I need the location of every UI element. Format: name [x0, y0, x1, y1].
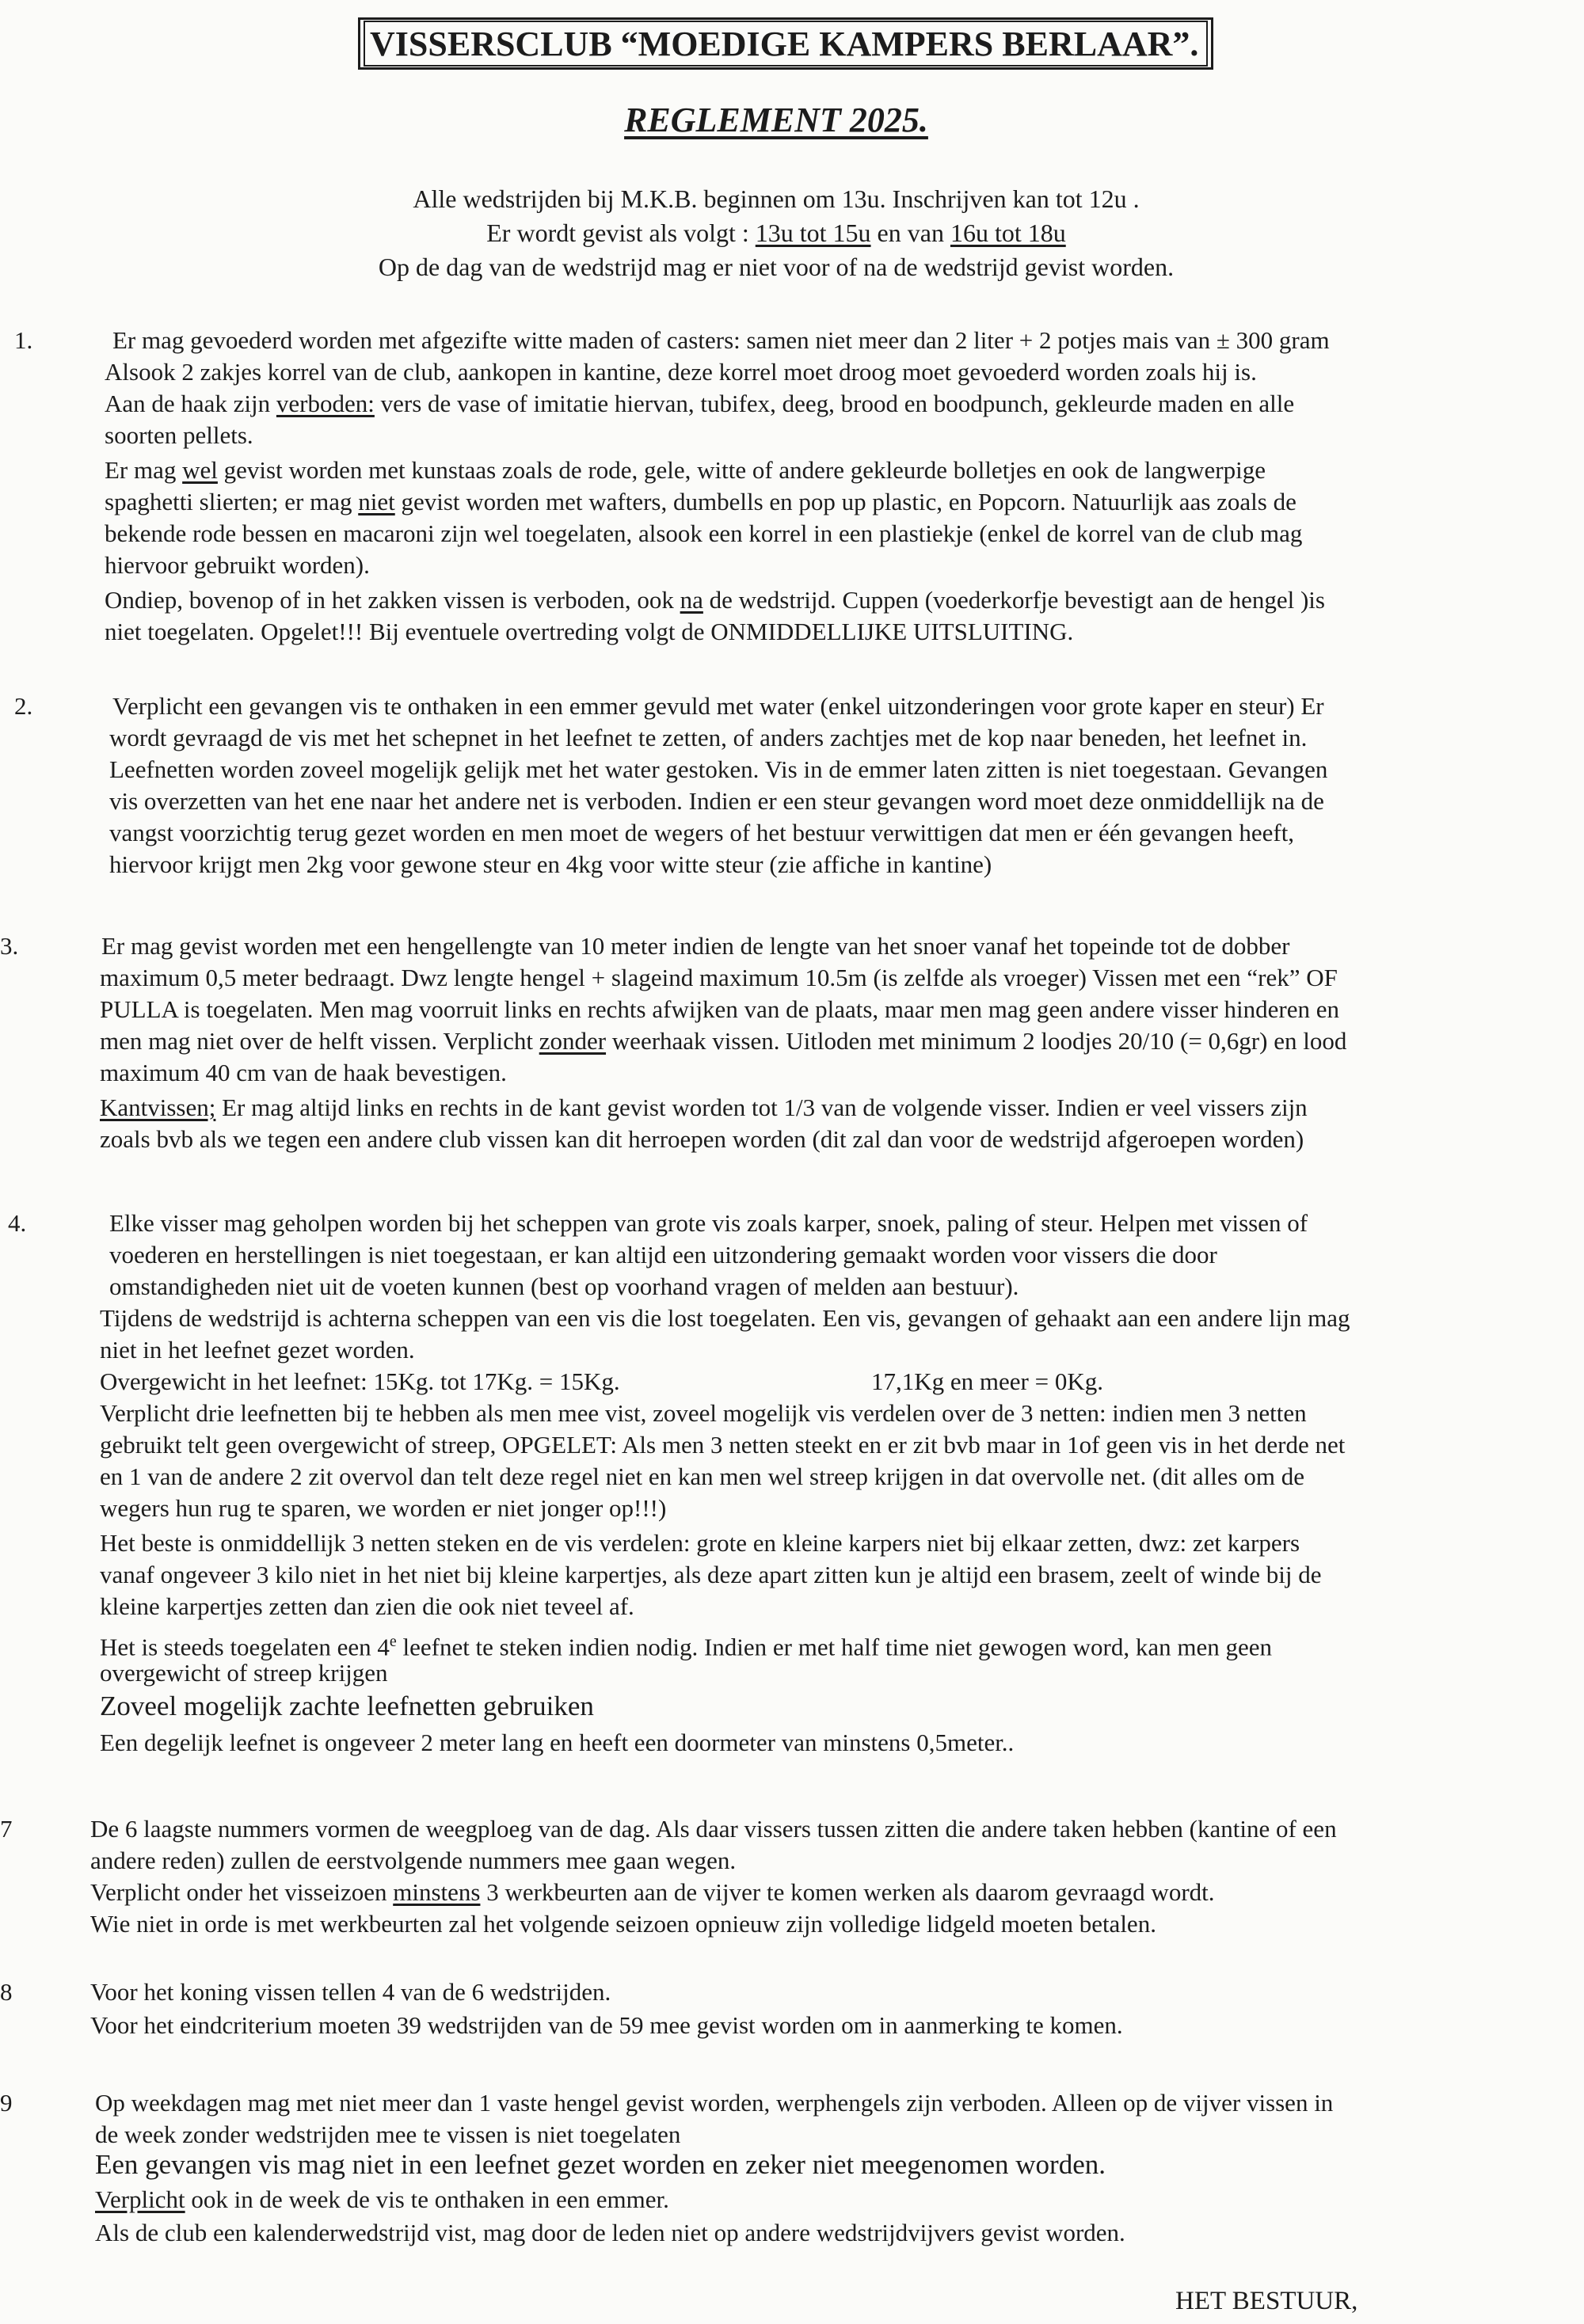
rule-line: Wie niet in orde is met werkbeurten zal het volgende seizoen opnieuw zijn volledige lidgeld moeten betalen. [90, 1910, 1156, 1938]
rule-line: zoals bvb als we tegen een andere club vissen kan dit herroepen worden (dit zal dan voor de wedstrijd afgeroepen worden) [100, 1125, 1304, 1153]
rule-line: Het beste is onmiddellijk 3 netten steken en de vis verdelen: grote en kleine karpers niet bij elkaar zetten, dwz: zet karpers [100, 1529, 1300, 1557]
rule-line: Alsook 2 zakjes korrel van de club, aankopen in kantine, deze korrel moet droog moet gevoederd worden zoals hij is. [105, 358, 1257, 386]
rule-line: wordt gevraagd de vis met het schepnet in het leefnet te zetten, of anders zachtjes met de kop naar beneden, het leefnet in. [109, 724, 1308, 751]
rule-line: 17,1Kg en meer = 0Kg. [871, 1367, 1103, 1395]
signature: HET BESTUUR, [1175, 2287, 1358, 2315]
rule-line: maximum 0,5 meter bedraagt. Dwz lengte hengel + slageind maximum 10.5m (is zelfde als vroeger) Vissen met een “rek” OF [100, 964, 1338, 991]
rule-line: Verplicht een gevangen vis te onthaken in een emmer gevuld met water (enkel uitzonderingen voor grote kaper en steur) Er [112, 692, 1324, 720]
intro-line: Op de dag van de wedstrijd mag er niet voor of na de wedstrijd gevist worden. [378, 253, 1175, 281]
rule-line: PULLA is toegelaten. Men mag voorruit links en rechts afwijken van de plaats, maar men mag geen andere visser hinderen en [100, 995, 1340, 1023]
rule-line: Overgewicht in het leefnet: 15Kg. tot 17Kg. = 15Kg. [100, 1367, 620, 1395]
rule-line: de week zonder wedstrijden mee te vissen is niet toegelaten [95, 2121, 681, 2148]
rule-line: Verplicht ook in de week de vis te onthaken in een emmer. [95, 2185, 669, 2213]
rule-number: 9 [0, 2089, 13, 2117]
rule-line: Verplicht onder het visseizoen minstens 3 werkbeurten aan de vijver te komen werken als daarom gevraagd wordt. [90, 1878, 1215, 1906]
rule-line: niet toegelaten. Opgelet!!! Bij eventuele overtreding volgt de ONMIDDELLIJKE UITSLUITING. [105, 618, 1074, 645]
rule-line: hiervoor gebruikt worden). [105, 551, 370, 579]
rule-line: Leefnetten worden zoveel mogelijk gelijk met het water gestoken. Vis in de emmer laten zitten is niet toegestaan. Gevangen [109, 755, 1328, 783]
rule-number: 3. [0, 932, 19, 960]
rule-line: Zoveel mogelijk zachte leefnetten gebruiken [100, 1691, 594, 1721]
rule-number: 8 [0, 1978, 13, 2006]
rule-line: gebruikt telt geen overgewicht of streep, OPGELET: Als men 3 netten steekt en er zit bvb maar in 1of geen vis in het derde net [100, 1431, 1346, 1459]
rule-line: De 6 laagste nummers vormen de weegploeg van de dag. Als daar vissers tussen zitten die andere taken hebben (kantine of een [90, 1815, 1337, 1843]
intro-block [0, 182, 1552, 284]
rule-number: 2. [14, 692, 33, 720]
rule-line: Kantvissen; Er mag altijd links en rechts in de kant gevist worden tot 1/3 van de volgende visser. Indien er veel vissers zijn [100, 1094, 1308, 1121]
rule-number: 7 [0, 1815, 13, 1843]
rule-line: Elke visser mag geholpen worden bij het scheppen van grote vis zoals karper, snoek, paling of steur. Helpen met vissen of [109, 1209, 1308, 1237]
club-title: VISSERSCLUB “MOEDIGE KAMPERS BERLAAR”. [364, 21, 1208, 67]
rule-line: kleine karpertjes zetten dan zien die ook niet teveel af. [100, 1592, 634, 1620]
rule-line: omstandigheden niet uit de voeten kunnen (best op voorhand vragen of melden aan bestuur). [109, 1272, 1019, 1300]
rule-line: men mag niet over de helft vissen. Verplicht zonder weerhaak vissen. Uitloden met minimum 2 loodjes 20/10 (= 0,6gr) en lood [100, 1027, 1347, 1055]
rule-line: soorten pellets. [105, 421, 253, 449]
rule-line: niet in het leefnet gezet worden. [100, 1336, 415, 1364]
rule-line: vangst voorzichtig terug gezet worden en men moet de wegers of het bestuur verwittigen dat men er één gevangen heeft, [109, 819, 1295, 846]
rule-line: wegers hun rug te sparen, we worden er niet jonger op!!!) [100, 1494, 667, 1522]
rule-line: maximum 40 cm van de haak bevestigen. [100, 1059, 507, 1086]
rule-line: spaghetti slierten; er mag niet gevist worden met wafters, dumbells en pop up plastic, en Popcorn. Natuurlijk aas zoals de [105, 488, 1297, 515]
rule-line: Aan de haak zijn verboden: vers de vase of imitatie hiervan, tubifex, deeg, brood en boodpunch, gekleurde maden en alle [105, 390, 1295, 417]
rule-line: voederen en herstellingen is niet toegestaan, er kan altijd een uitzondering gemaakt worden voor vissers die door [109, 1241, 1217, 1269]
rule-line: Er mag wel gevist worden met kunstaas zoals de rode, gele, witte of andere gekleurde bolletjes en ook de langwerpige [105, 456, 1266, 484]
intro-line: Er wordt gevist als volgt : 13u tot 15u en van 16u tot 18u [486, 219, 1066, 247]
rule-line: overgewicht of streep krijgen [100, 1659, 388, 1687]
rule-line: Als de club een kalenderwedstrijd vist, mag door de leden niet op andere wedstrijdvijvers gevist worden. [95, 2219, 1125, 2246]
rule-line: Er mag gevist worden met een hengellengte van 10 meter indien de lengte van het snoer vanaf het topeinde tot de dobber [101, 932, 1290, 960]
rule-line: vanaf ongeveer 3 kilo niet in het niet bij kleine karpertjes, als deze apart zitten kun je altijd een brasem, zeelt of winde bij de [100, 1561, 1322, 1588]
rule-line: Verplicht drie leefnetten bij te hebben als men mee vist, zoveel mogelijk vis verdelen over de 3 netten: indien men 3 netten [100, 1399, 1307, 1427]
document-subtitle: REGLEMENT 2025. [624, 101, 928, 139]
rule-line: Een gevangen vis mag niet in een leefnet gezet worden en zeker niet meegenomen worden. [95, 2149, 1106, 2180]
rule-line: hiervoor krijgt men 2kg voor gewone steur en 4kg voor witte steur (zie affiche in kantine) [109, 850, 992, 878]
rule-number: 1. [14, 326, 33, 354]
rule-line: Er mag gevoederd worden met afgezifte witte maden of casters: samen niet meer dan 2 liter + 2 potjes mais van ± 300 gram [112, 326, 1330, 354]
rule-line: Tijdens de wedstrijd is achterna scheppen van een vis die lost toegelaten. Een vis, gevangen of gehaakt aan een andere lijn mag [100, 1304, 1350, 1332]
rule-line: bekende rode bessen en macaroni zijn wel toegelaten, alsook een korrel in een plastiekje (enkel de korrel van de club mag [105, 519, 1303, 547]
rule-line: Voor het eindcriterium moeten 39 wedstrijden van de 59 mee gevist worden om in aanmerking te komen. [90, 2011, 1123, 2039]
intro-line: Alle wedstrijden bij M.K.B. beginnen om 13u. Inschrijven kan tot 12u . [413, 184, 1140, 213]
rule-line: andere reden) zullen de eerstvolgende nummers mee gaan wegen. [90, 1847, 737, 1874]
rule-line: Voor het koning vissen tellen 4 van de 6 wedstrijden. [90, 1978, 611, 2006]
rule-line: Het is steeds toegelaten een 4e leefnet te steken indien nodig. Indien er met half time niet gewogen word, kan men geen [100, 1633, 1273, 1661]
rule-line: en 1 van de andere 2 zit overvol dan telt deze regel niet en kan men wel streep krijgen in dat overvolle net. (dit alles om de [100, 1462, 1305, 1490]
rule-line: Ondiep, bovenop of in het zakken vissen is verboden, ook na de wedstrijd. Cuppen (voederkorfje bevestigt aan de hengel )is [105, 586, 1325, 614]
club-title-box [358, 17, 1213, 70]
rule-line: Op weekdagen mag met niet meer dan 1 vaste hengel gevist worden, werphengels zijn verboden. Alleen op de vijver vissen in [95, 2089, 1334, 2117]
rule-number: 4. [8, 1209, 27, 1237]
rule-line: vis overzetten van het ene naar het andere net is verboden. Indien er een steur gevangen word moet deze onmiddellijk na de [109, 787, 1324, 815]
rule-line: Een degelijk leefnet is ongeveer 2 meter lang en heeft een doormeter van minstens 0,5meter.. [100, 1729, 1015, 1756]
